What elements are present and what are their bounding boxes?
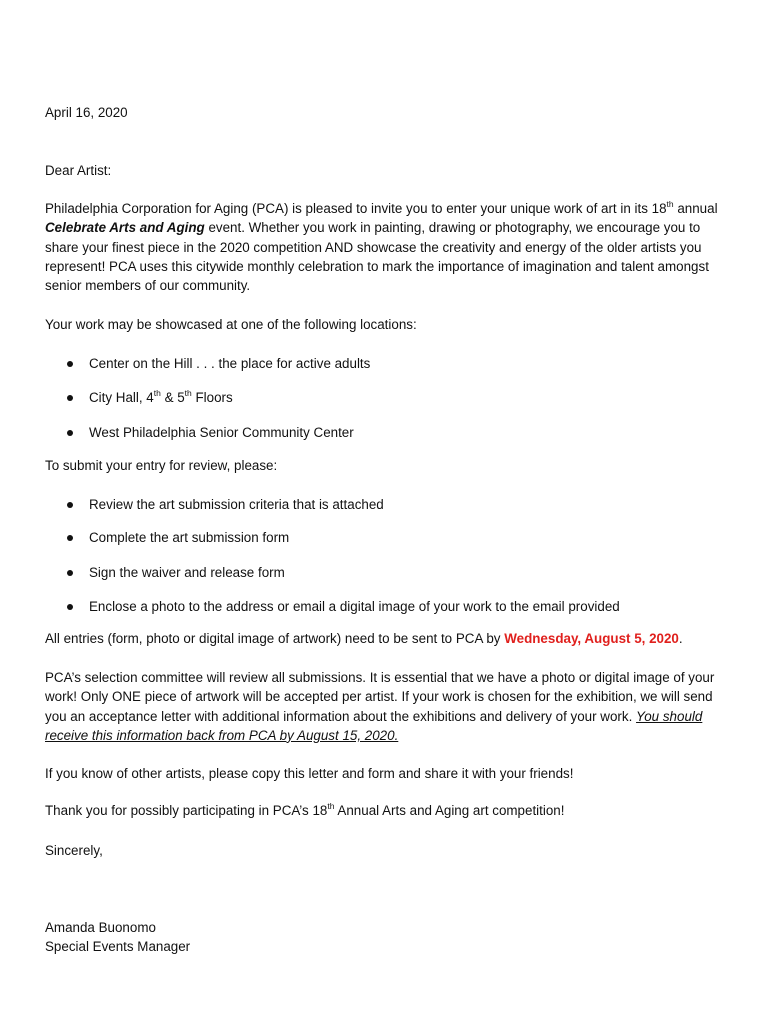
signer-name: Amanda Buonomo [45,920,156,935]
bullet-icon [67,361,73,367]
share-line: If you know of other artists, please copy this letter and form and share it with your friends! [45,766,574,781]
event-name: Celebrate Arts and Aging [45,220,205,236]
letter-date: April 16, 2020 [45,105,128,120]
closing: Sincerely, [45,843,103,858]
locations-heading: Your work may be showcased at one of the following locations: [45,317,417,332]
bullet-icon [67,604,73,610]
committee-paragraph: PCA’s selection committee will review all submissions. It is essential that we have a photo or digital image of your work! Only ONE piece of artwork will be accepted per artist. If your work is chosen for the exhibition, we will send you an acceptance letter with additional information about the exhibitions and delivery of your work. You should receive this information back from PCA by August 15, 2020. [45,670,715,743]
signer-title: Special Events Manager [45,939,191,954]
intro-paragraph: Philadelphia Corporation for Aging (PCA) is pleased to invite you to enter your unique work of art in its 18th annual Celebrate Arts and Aging event. Whether you work in painting, drawing or photography, we encourage you to share your finest piece in the 2020 competition AND showcase the creativity and energy of the older artists you represent! PCA uses this citywide monthly celebration to mark the importance of imagination and talent amongst senior members of our community. [45,199,718,294]
bullet-icon [67,570,73,576]
thanks-line: Thank you for possibly participating in PCA’s 18th Annual Arts and Aging art competition! [45,801,565,818]
bullet-icon [67,502,73,508]
deadline-line: All entries (form, photo or digital image of artwork) need to be sent to PCA by Wednesday, August 5, 2020. [45,631,683,646]
bullet-icon [67,395,73,401]
salutation: Dear Artist: [45,163,112,178]
submit-heading: To submit your entry for review, please: [45,458,278,473]
response-note: You should receive this information back from PCA by August 15, 2020. [45,708,703,743]
bullet-icon [67,430,73,436]
bullet-icon [67,535,73,541]
deadline-date: Wednesday, August 5, 2020 [504,631,679,646]
